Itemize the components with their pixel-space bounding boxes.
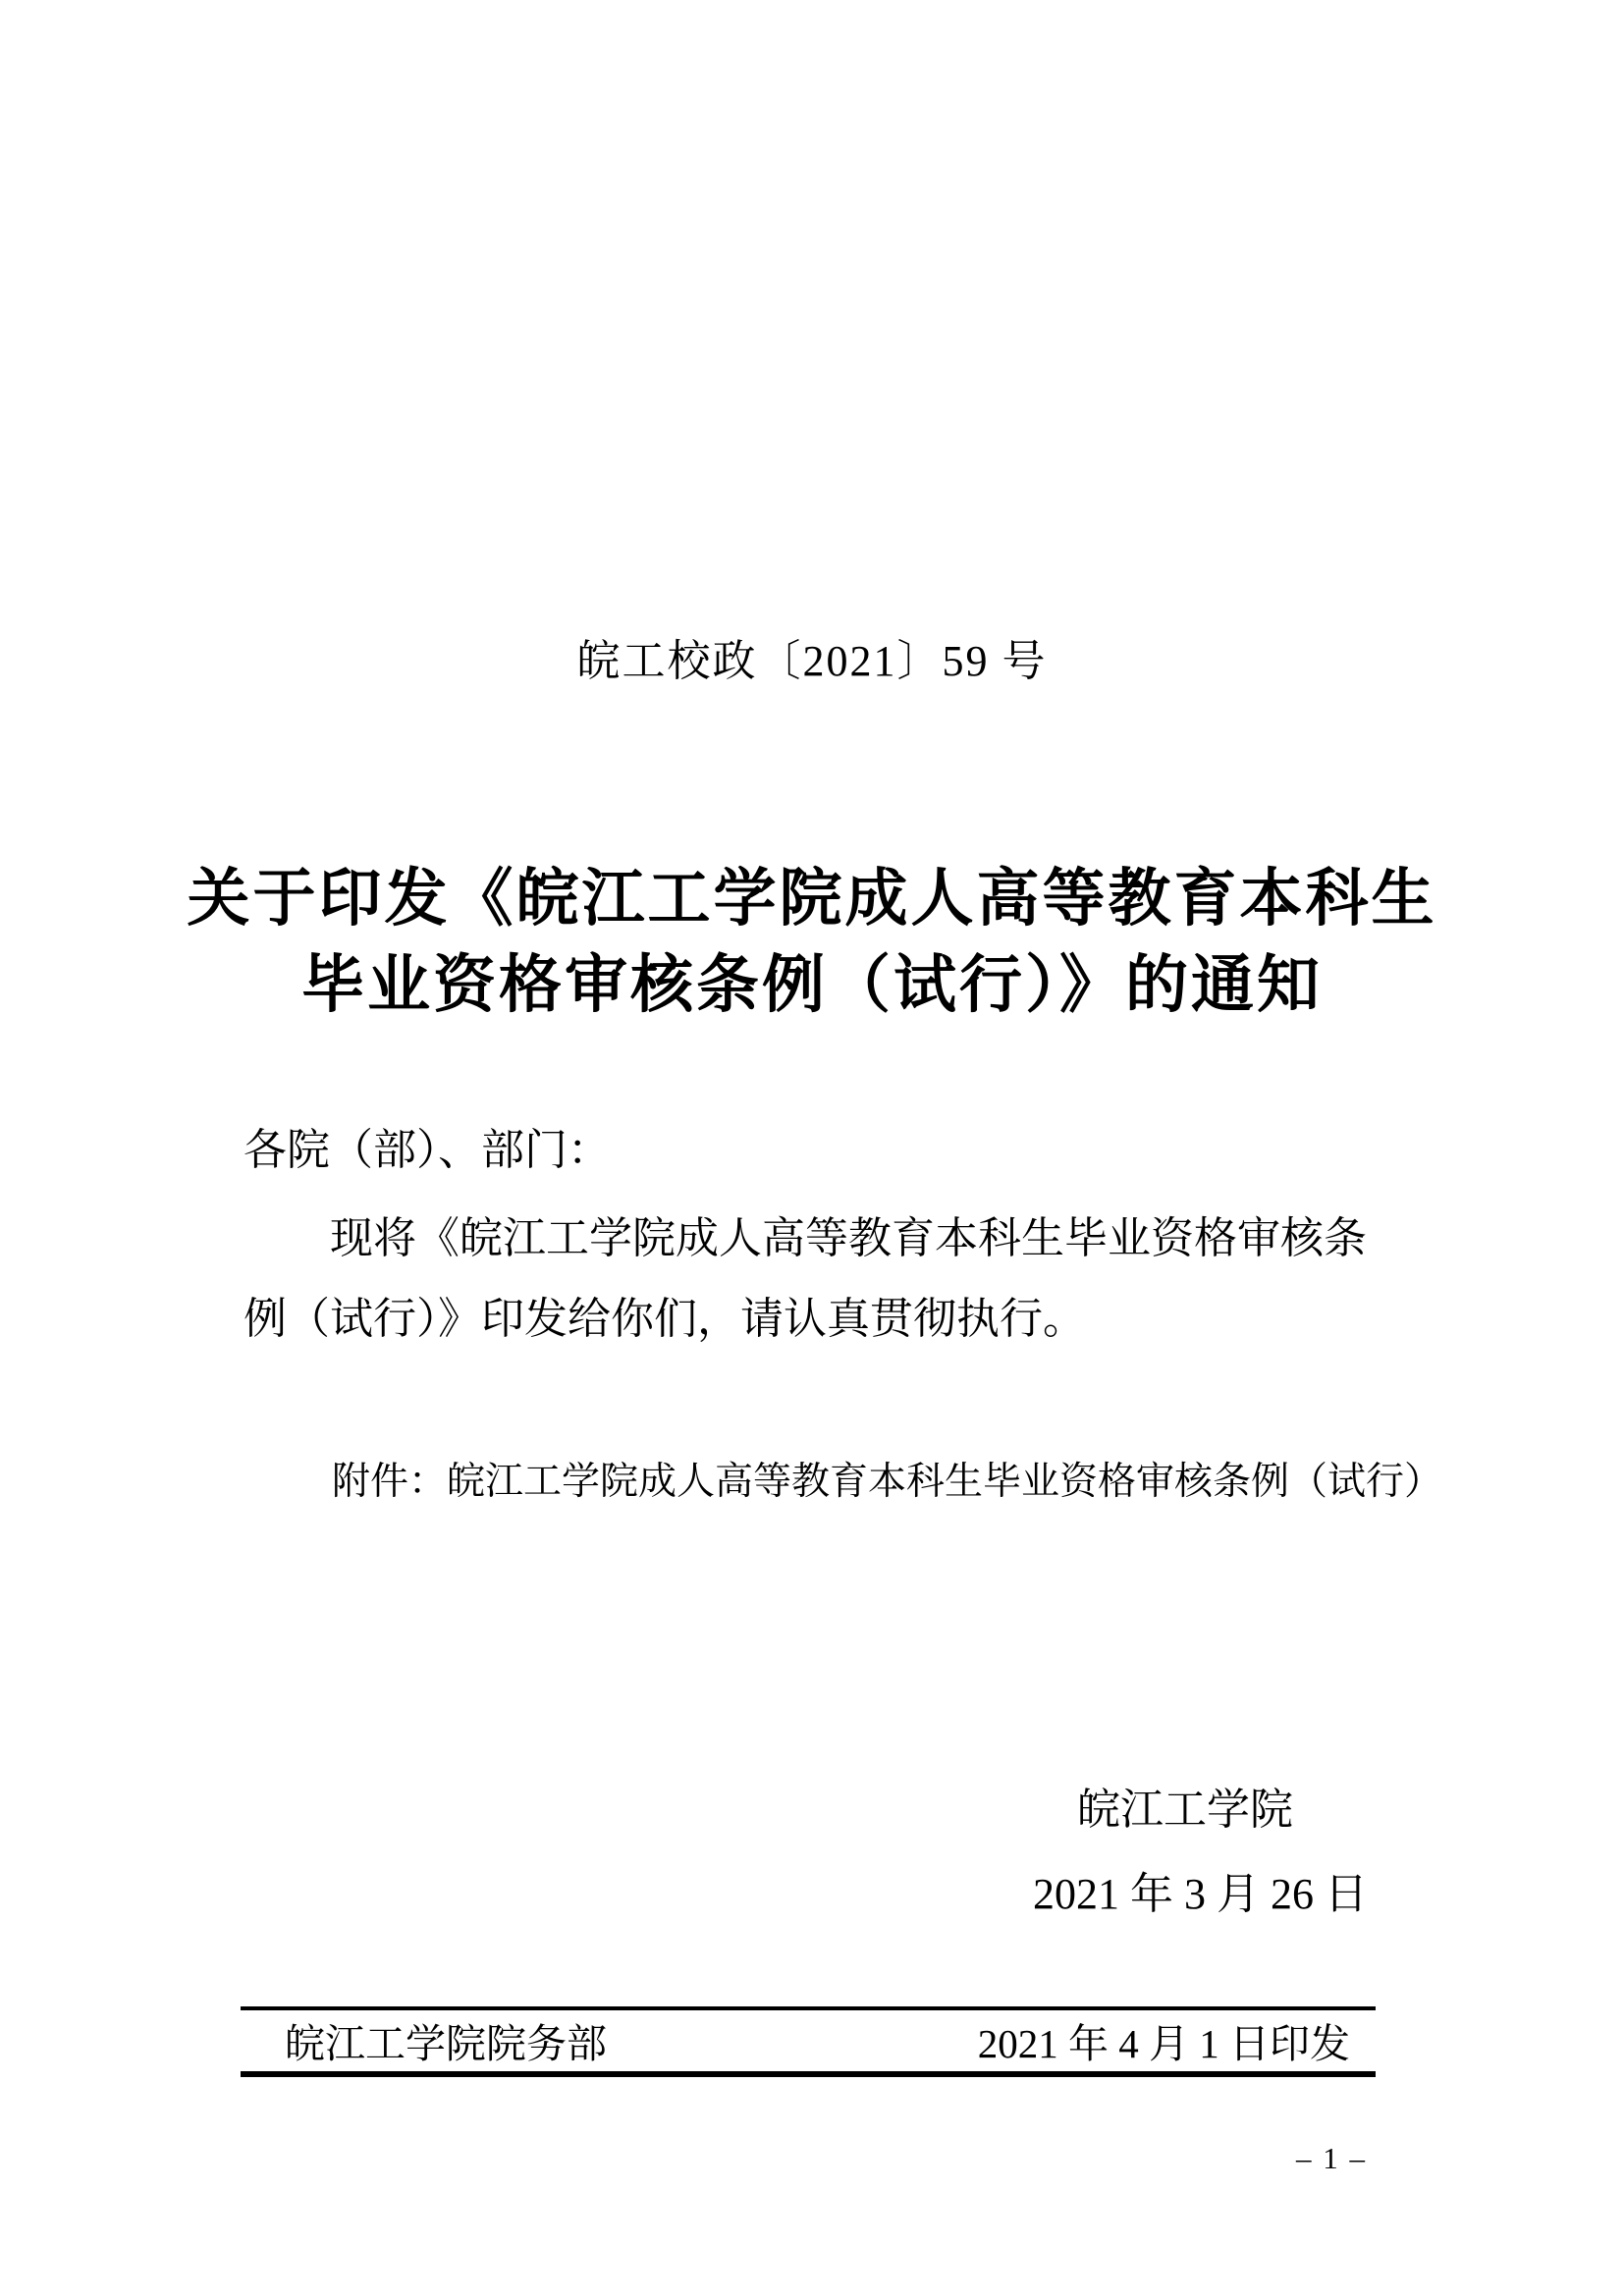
salutation: 各院（部）、部门： [244,1126,611,1174]
colophon-row [241,2021,1376,2066]
colophon-divider-top [241,2006,1376,2010]
signature-date: 2021 年 3 月 26 日 [1033,1870,1368,1918]
document-title-line-1: 关于印发《皖江工学院成人高等教育本科生 [187,864,1437,934]
signature-organization: 皖江工学院 [1077,1786,1293,1834]
colophon-issuer: 皖江工学院院务部 [285,2021,607,2066]
page-number: – 1 – [1296,2141,1367,2175]
document-title-line-2: 毕业资格审核条例（试行）》的通知 [301,950,1323,1020]
attachment-note: 附件：皖江工学院成人高等教育本科生毕业资格审核条例（试行） [332,1461,1443,1503]
body-paragraph-line-1: 现将《皖江工学院成人高等教育本科生毕业资格审核条 [330,1214,1367,1262]
document-number: 皖工校政〔2021〕59 号 [576,637,1048,685]
colophon-print-date: 2021 年 4 月 1 日印发 [977,2021,1350,2066]
body-paragraph-line-2: 例（试行）》印发给你们，请认真贯彻执行。 [244,1295,1086,1343]
colophon-divider-bottom [241,2071,1376,2077]
